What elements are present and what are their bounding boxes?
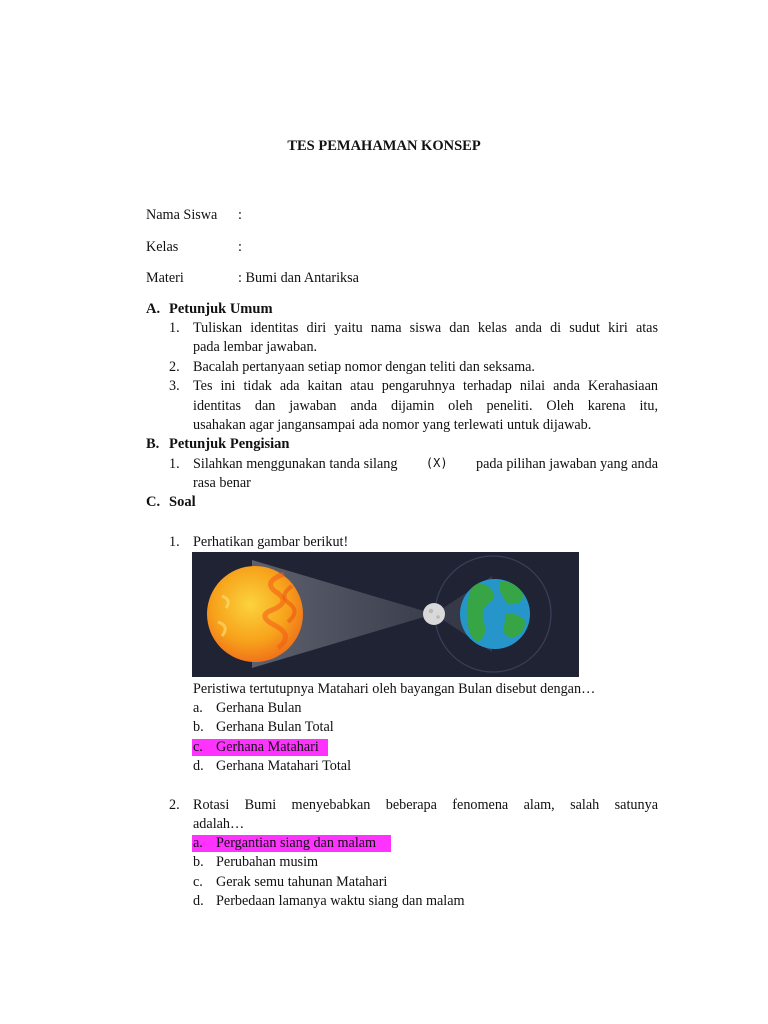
- section-a-item-1-line-1: Tuliskan identitas diri yaitu nama siswa dan kelas anda di sudut kiri atas: [193, 320, 658, 336]
- question-2-option-c-letter: c.: [193, 874, 203, 890]
- question-1-option-a-letter: a.: [193, 700, 203, 716]
- section-a-item-2-number: 2.: [169, 359, 180, 375]
- question-1-option-c[interactable]: Gerhana Matahari: [216, 739, 319, 755]
- section-a-item-2-line-1: Bacalah pertanyaan setiap nomor dengan teliti dan seksama.: [193, 359, 535, 375]
- field-value-kelas: :: [238, 239, 242, 255]
- question-2-option-b-letter: b.: [193, 854, 204, 870]
- question-2-option-c[interactable]: Gerak semu tahunan Matahari: [216, 874, 388, 890]
- question-2-number: 2.: [169, 797, 180, 813]
- section-a-letter: A.: [146, 301, 161, 317]
- field-label-nama-siswa: Nama Siswa: [146, 207, 218, 223]
- section-b-item-1-line-1: [193, 456, 658, 473]
- section-a-item-3-line-3: usahakan agar jangansampai ada nomor yang terlewati untuk dijawab.: [193, 417, 592, 433]
- solar-eclipse-image: [192, 552, 579, 677]
- field-label-kelas: Kelas: [146, 239, 179, 255]
- page-title: TES PEMAHAMAN KONSEP: [287, 138, 481, 154]
- question-1-option-d[interactable]: Gerhana Matahari Total: [216, 758, 352, 774]
- section-a-item-3-line-1: Tes ini tidak ada kaitan atau pengaruhnya terhadap nilai anda Kerahasiaan: [193, 378, 658, 394]
- section-b-letter: B.: [146, 436, 160, 452]
- section-a-title: Petunjuk Umum: [169, 301, 273, 317]
- question-2-option-b[interactable]: Perubahan musim: [216, 854, 319, 870]
- question-2-option-a[interactable]: Pergantian siang dan malam: [216, 835, 377, 851]
- instruction-text-start: Silahkan menggunakan tanda silang: [193, 456, 398, 472]
- section-a-item-1-number: 1.: [169, 320, 180, 336]
- question-2-option-d[interactable]: Perbedaan lamanya waktu siang dan malam: [216, 893, 465, 909]
- field-value-nama-siswa: :: [238, 207, 242, 223]
- instruction-text-end: pada pilihan jawaban yang anda: [476, 456, 658, 472]
- section-a-item-3-line-2: identitas dan jawaban anda dijamin oleh peneliti. Oleh karena itu,: [193, 398, 658, 414]
- question-2-option-a-letter: a.: [193, 835, 203, 851]
- section-b-item-1-number: 1.: [169, 456, 180, 472]
- question-2-option-d-letter: d.: [193, 893, 204, 909]
- section-a-item-1-line-2: pada lembar jawaban.: [193, 339, 318, 355]
- question-1-prompt: Perhatikan gambar berikut!: [193, 534, 349, 550]
- field-label-materi: Materi: [146, 270, 184, 286]
- sun-icon: [207, 566, 303, 662]
- question-1-option-b[interactable]: Gerhana Bulan Total: [216, 719, 334, 735]
- section-c-letter: C.: [146, 494, 161, 510]
- question-1-option-a[interactable]: Gerhana Bulan: [216, 700, 302, 716]
- section-c-title: Soal: [169, 494, 196, 510]
- question-1-text: Peristiwa tertutupnya Matahari oleh bayangan Bulan disebut dengan…: [193, 681, 596, 697]
- section-b-title: Petunjuk Pengisian: [169, 436, 290, 452]
- section-a-item-3-number: 3.: [169, 378, 180, 394]
- section-b-item-1-line-2: rasa benar: [193, 475, 251, 491]
- question-1-option-b-letter: b.: [193, 719, 204, 735]
- field-value-materi: : Bumi dan Antariksa: [238, 270, 359, 286]
- question-1-option-c-letter: c.: [193, 739, 203, 755]
- question-2-line-2: adalah…: [193, 816, 245, 832]
- moon-icon: [423, 603, 445, 625]
- question-1-number: 1.: [169, 534, 180, 550]
- question-2-line-1: Rotasi Bumi menyebabkan beberapa fenomena alam, salah satunya: [193, 797, 658, 813]
- cross-mark-symbol: (X): [425, 456, 448, 470]
- question-1-option-d-letter: d.: [193, 758, 204, 774]
